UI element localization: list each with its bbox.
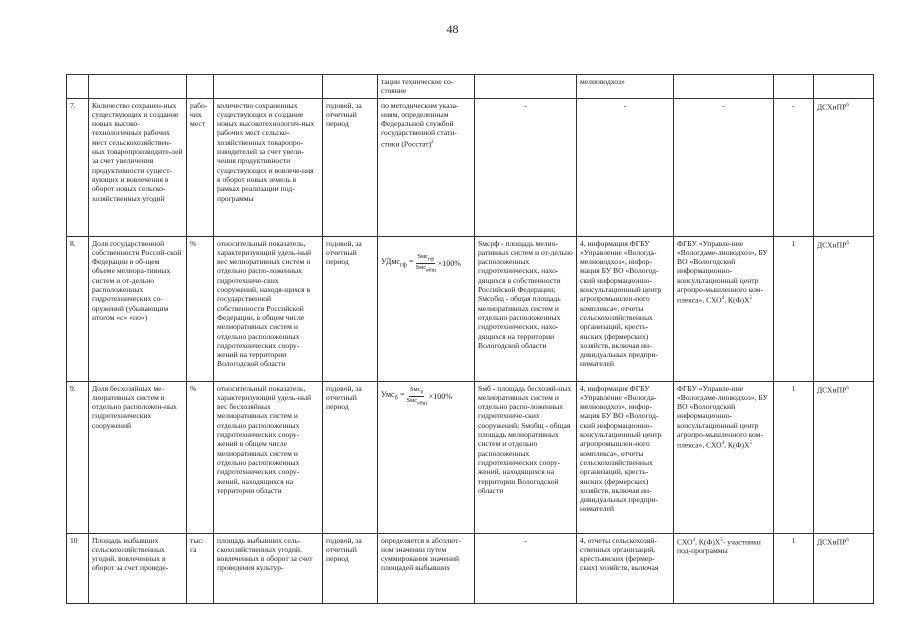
cell-period: годовой, за отчетный период [323, 533, 378, 603]
cell-responsible: ФГБУ «Управле-ние «Вологдаме-лиоводхоз», БУ ВО «Вологодский информационно-консультационный центр агропро-мышленного ком-плекса», СХО$^4$, $К(Ф)Х^5$ [674, 381, 774, 533]
cell-formula [378, 236, 475, 381]
cell-source: 4, информация ФГБУ «Управление «Вологда-мелиоводхоз», инфор-мация БУ ВО «Вологод-ский информационно-консультационный центр агропромышлен-ного комплекса», отчеты сельскохозяйственных организаций, кресть-янских (фермерских) хозяйств, включая ин-дивидуальных предпри-нимателей [577, 236, 674, 381]
cell-num: 7. [67, 98, 89, 236]
cell-definition: относительный показатель, характеризующий удель-ный вес бесхозяйных мелиоративных систем и отдельно расположенных гидротехнических соору-жений в общем числе мелиоративных систем и отдельно расположенных гидротехнических соору-жений, находящихся на территории области [214, 381, 323, 533]
cell-dept: ДСХиПР$^6$ [814, 236, 874, 381]
table-row [67, 98, 874, 236]
page-number: 48 [446, 22, 459, 36]
cell-sign: 1 [774, 533, 814, 603]
table-row [67, 533, 874, 603]
cell-period: годовой, за отчетный период [323, 98, 378, 236]
cell-dept: ДСХиПР$^6$ [814, 381, 874, 533]
cell-method: тации техническое со-стояние [378, 75, 475, 99]
cell-period: годовой, за отчетный период [323, 236, 378, 381]
table-row [67, 381, 874, 533]
cell-dept: ДСХиПР$^6$ [814, 98, 874, 236]
cell-num: 8. [67, 236, 89, 381]
indicators-table [66, 74, 874, 604]
cell-source: 4, информация ФГБУ «Управление «Вологда-мелиоводхоз», инфор-мация БУ ВО «Вологод-ский информационно-консультационный центр агропромышлен-ного комплекса», отчеты сельскохозяйственных организаций, кресть-янских (фермерских) хозяйств, включая ин-дивидуальных предпри-нимателей [577, 381, 674, 533]
cell-source: мелиоводхоз» [577, 75, 674, 99]
cell-unit: рабо-чих мест [187, 98, 214, 236]
cell-sign: - [774, 98, 814, 236]
cell-unit: % [187, 381, 214, 533]
table-row [67, 236, 874, 381]
cell-name: Площадь выбывших сельскохозяйственных угодий, вовлеченных в оборот за счет проведе- [89, 533, 187, 603]
cell-name: Доля бесхозяйных ме-лиоративных систем и отдельно расположен-ных гидротехнических сооружений [89, 381, 187, 533]
cell-num: 10 [67, 533, 89, 603]
cell-name: Доля государственной собственности Россий-ской Федерации в об-щем объеме мелиора-тивных систем и от-дельно расположенных гидротехнических со-оружений (убывающим итогом «с» «по») [89, 236, 187, 381]
cell-vars: - [475, 533, 577, 603]
cell-responsible: СХО$^4$, $К(Ф)Х^5-$ участники под-программы [674, 533, 774, 603]
formula: Умс$_б$ = $\frac{Sмс_б}{Sмс_{общ}}$ ×100% [381, 385, 452, 407]
cell-formula [378, 381, 475, 533]
cell-unit: % [187, 236, 214, 381]
cell-period: годовой, за отчетный период [323, 381, 378, 533]
formula: УДмс$_{гф}$ = $\frac{Sмс_{гф}}{Sмс_{общ}}$ ×100% [381, 252, 461, 274]
cell-vars: - [475, 98, 577, 236]
cell-responsible: ФГБУ «Управле-ние «Вологдаме-лиоводхоз», БУ ВО «Вологодский информационно-консультационный центр агропро-мышленного ком-плекса», СХО$^4$, $К(Ф)Х^5$ [674, 236, 774, 381]
cell-source: - [577, 98, 674, 236]
cell-dept: ДСХиПР$^6$ [814, 533, 874, 603]
cell-sign: 1 [774, 381, 814, 533]
cell-definition: площадь выбывших сель-скохозяйственных угодий, вовлеченных в оборот за счет проведения культур- [214, 533, 323, 603]
cell-unit: тыс. га [187, 533, 214, 603]
cell-responsible: - [674, 98, 774, 236]
cell-definition: количество сохраненных существующих и создание новых высокотехнологич-ных рабочих мест сельско-хозяйственных товаропро-изводителей за счет увели-чения продуктивности существующих и вовлече-ния в оборот новых земель в рамках реализации под-программы [214, 98, 323, 236]
cell-name: Количество сохранен-ных существующих и создание новых высоко-технологичных рабочих мест сельскохозяйствен-ных товаропроизводите-лей за счет увеличения продуктивности сущест-вующих и вовлечения в оборот новых сельско-хозяйственных угодий [89, 98, 187, 236]
cell-definition: относительный показатель, характеризующий удель-ный вес мелиоративных систем и отдельно распо-ложенных гидротехниче-ских сооружений, находя-щихся в государственной собственности Российской Федерации, в общем числе мелиоративных систем и отдельно расположенных гидротехнических соору-жений на территории Вологодской области [214, 236, 323, 381]
cell-vars: Sмб - площадь бесхозяй-ных мелиоративных систем и отдельно распо-ложенных гидротехниче-ских сооружений; Sмобщ - общая площадь мелиоративных систем и отдельно расположенных гидротехнических соору-жений, находящихся на территории Вологодской области [475, 381, 577, 533]
cell-method: определяется в абсолют-ном значении путем суммирования значений площадей выбывших [378, 533, 475, 603]
cell-sign: 1 [774, 236, 814, 381]
continuation-row [67, 75, 874, 99]
cell-num: 9. [67, 381, 89, 533]
cell-method: по методическим указа-ниям, определенным Федеральной службой государственной стати-стики (Росстат)$^2$ [378, 98, 475, 236]
cell-source: 4, отчеты сельскохозяй-ственных организаций, крестьянских (фермер-ских) хозяйств, включая [577, 533, 674, 603]
cell-vars: Sмсрф - площадь мелио-ративных систем и от-дельно расположенных гидротехнических, нахо-дящихся в собственности Российской Федерации; Sмсобщ - общая площадь мелиоративных систем и отдельно расположенных гидротехнических, нахо-дящихся на территории Вологодской области [475, 236, 577, 381]
